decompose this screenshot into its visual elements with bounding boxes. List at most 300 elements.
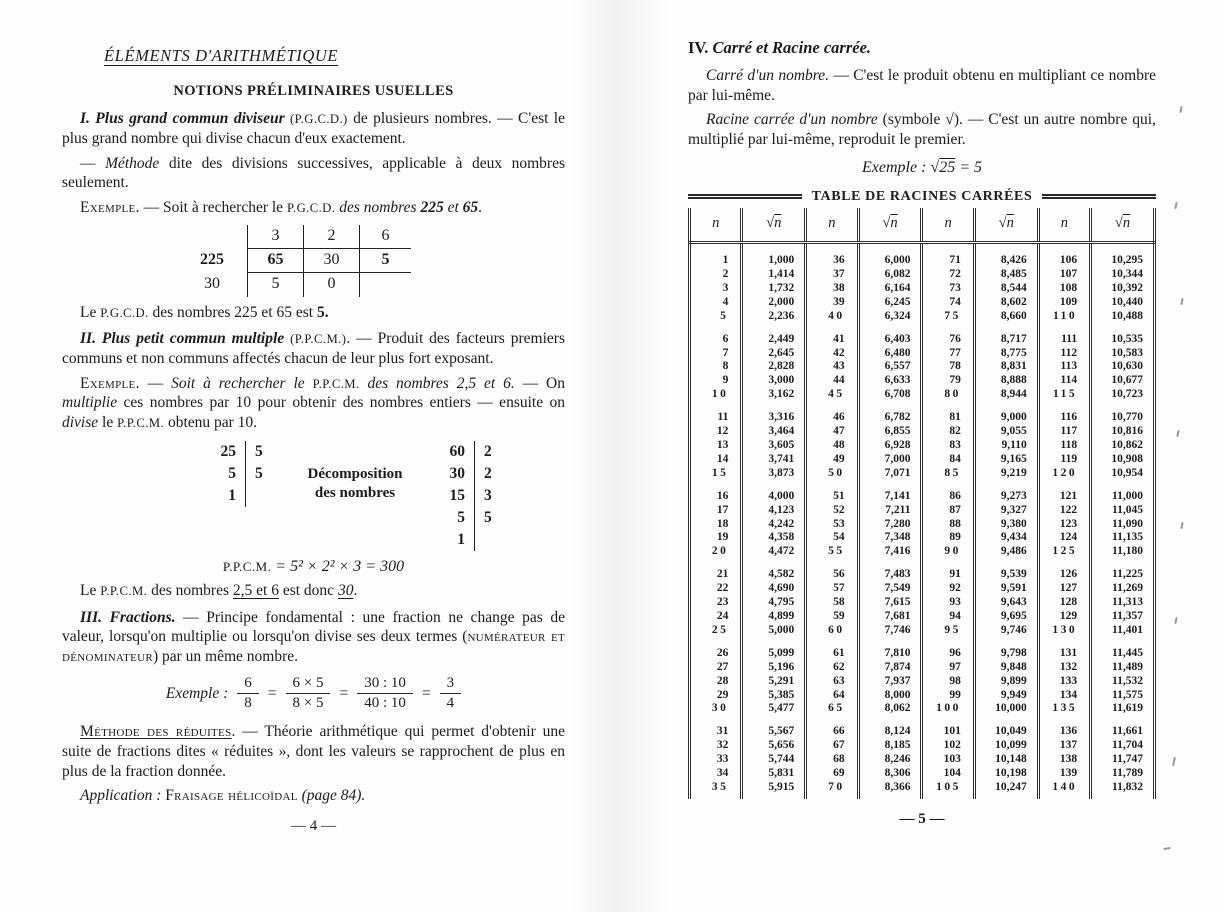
text-run: Racine carrée d'un nombre — [706, 111, 878, 129]
radicand: n — [1006, 214, 1014, 231]
n-cell: 30 — [690, 702, 742, 716]
n-cell: 26 — [690, 638, 742, 661]
sqrt-value-cell: 7,280 — [858, 518, 922, 532]
n-cell: 105 — [922, 781, 974, 799]
text-run: Le — [80, 582, 101, 599]
sqrt-value-cell: 3,162 — [742, 388, 806, 402]
text-run: Fraisage hélicoïdal — [165, 787, 298, 805]
n-cell: 80 — [922, 388, 974, 402]
text-run: P.P.C.M. — [222, 558, 272, 574]
sqrt-value-cell: 6,708 — [858, 388, 922, 402]
table-row — [690, 402, 1155, 425]
n-cell: 130 — [1038, 624, 1090, 638]
table-row — [690, 531, 1155, 545]
n-cell: 84 — [922, 453, 974, 467]
n-cell: 140 — [1038, 781, 1090, 799]
text-run: obtenu par 10. — [164, 414, 258, 432]
n-cell: 17 — [690, 504, 742, 518]
n-cell: 101 — [922, 716, 974, 739]
n-cell: 66 — [806, 716, 858, 739]
text-run: 65 — [462, 199, 479, 217]
gcd-value: 5 — [359, 249, 411, 273]
n-cell: 90 — [922, 545, 974, 559]
n-cell: 2 — [690, 268, 742, 282]
n-cell: 21 — [690, 559, 742, 582]
text-run: le — [98, 414, 118, 432]
n-cell: 20 — [690, 545, 742, 559]
sqrt-value-cell: 7,615 — [858, 596, 922, 610]
sqrt-value-cell: 3,000 — [742, 374, 806, 388]
sqrt-value-cell: 4,795 — [742, 596, 806, 610]
decomposition-left-table — [210, 441, 271, 507]
n-cell: 71 — [922, 243, 974, 268]
sqrt-value-cell: 5,000 — [742, 624, 806, 638]
n-cell: 99 — [922, 689, 974, 703]
text-run: P.G.C.D. — [100, 305, 149, 320]
text-run: . — [478, 199, 482, 217]
sqrt-value-cell: 9,746 — [974, 624, 1038, 638]
table-row — [690, 518, 1155, 532]
sqrt-value-cell: 2,828 — [742, 360, 806, 374]
n-cell: 133 — [1038, 675, 1090, 689]
n-cell: 50 — [806, 467, 858, 481]
n-cell: 10 — [690, 388, 742, 402]
sqrt-value-cell: 5,656 — [742, 739, 806, 753]
sqrt-value-cell: 2,000 — [742, 296, 806, 310]
sqrt-value-cell: 6,164 — [858, 282, 922, 296]
text-run: — — [139, 374, 172, 392]
table-row — [690, 675, 1155, 689]
sqrt-value-cell: 10,049 — [974, 716, 1038, 739]
section-heading — [688, 38, 1156, 59]
table-row — [690, 439, 1155, 453]
sqrt-value-cell: 9,591 — [974, 582, 1038, 596]
table-row — [690, 624, 1155, 638]
table-row — [690, 243, 1155, 268]
n-cell: 102 — [922, 739, 974, 753]
factor-cell: 5 — [439, 507, 475, 529]
table-row — [690, 388, 1155, 402]
text-run: — On — [514, 374, 565, 392]
n-cell: 27 — [690, 661, 742, 675]
n-cell: 79 — [922, 374, 974, 388]
n-cell: 56 — [806, 559, 858, 582]
sqrt-value-cell: 11,445 — [1091, 638, 1155, 661]
sqrt-value-cell: 7,483 — [858, 559, 922, 582]
sqrt-value-cell: 8,660 — [974, 310, 1038, 324]
page-gutter — [570, 0, 670, 912]
factor-cell: 25 — [210, 441, 246, 463]
n-cell: 100 — [922, 702, 974, 716]
sqrt-value-cell: 11,661 — [1091, 716, 1155, 739]
text-run: des nombres — [147, 582, 233, 599]
text-run: 225 — [420, 199, 444, 217]
table-row — [690, 282, 1155, 296]
n-cell: 65 — [806, 702, 858, 716]
quotient-value: 2 — [303, 225, 359, 249]
sqrt-value-cell: 5,385 — [742, 689, 806, 703]
n-cell: 118 — [1038, 439, 1090, 453]
paragraph-ppcm-intro — [62, 329, 565, 368]
paragraph-fractions-intro — [62, 608, 565, 667]
n-cell: 23 — [690, 596, 742, 610]
table-row — [690, 481, 1155, 504]
n-cell: 81 — [922, 402, 974, 425]
divisor-value: 30 — [303, 249, 359, 273]
empty-cell — [177, 225, 247, 249]
sqrt-value-cell: 11,532 — [1091, 675, 1155, 689]
n-cell: 123 — [1038, 518, 1090, 532]
n-cell: 92 — [922, 582, 974, 596]
table-row — [690, 689, 1155, 703]
factor-cell: 5 — [210, 463, 246, 485]
decomposition-label — [279, 465, 431, 504]
n-cell: 91 — [922, 559, 974, 582]
denominator: 40 : 10 — [364, 694, 406, 711]
sqrt-value-cell: 10,344 — [1091, 268, 1155, 282]
numerator: 3 — [440, 675, 462, 694]
text-run: P.G.C.D. — [286, 201, 336, 216]
n-cell: 63 — [806, 675, 858, 689]
sqrt-value-cell: 10,247 — [974, 781, 1038, 799]
sqrt-value-cell: 6,633 — [858, 374, 922, 388]
sqrt-value-cell: 11,180 — [1091, 545, 1155, 559]
radicand: 25 — [939, 158, 956, 176]
title-rule-left — [688, 194, 802, 199]
sqrt-value-cell: 8,062 — [858, 702, 922, 716]
fraction — [357, 675, 413, 713]
sqrt-value-cell: 5,915 — [742, 781, 806, 799]
scan-artifact — [1176, 430, 1179, 437]
header-sqrt-n — [974, 208, 1038, 243]
remainder-value: 0 — [303, 273, 359, 296]
sqrt-value-cell: 10,723 — [1091, 388, 1155, 402]
sqrt-value-cell: 8,185 — [858, 739, 922, 753]
sqrt-value-cell: 5,744 — [742, 753, 806, 767]
n-cell: 97 — [922, 661, 974, 675]
sqrt-example-result: = 5 — [955, 158, 982, 176]
factor-cell: 1 — [439, 529, 475, 551]
sqrt-value-cell: 10,908 — [1091, 453, 1155, 467]
divisor-cell: 2 — [484, 464, 492, 482]
n-cell: 34 — [690, 767, 742, 781]
text-run: Le — [80, 303, 101, 321]
sqrt-value-cell: 11,225 — [1091, 559, 1155, 582]
paragraph-ppcm-result — [62, 581, 565, 601]
n-cell: 69 — [806, 767, 858, 781]
radical-sign: √ — [1114, 214, 1123, 231]
n-cell: 68 — [806, 753, 858, 767]
text-run: est donc — [278, 582, 338, 599]
sqrt-value-cell: 7,874 — [858, 661, 922, 675]
sqrt-value-cell: 8,831 — [974, 360, 1038, 374]
n-cell: 42 — [806, 347, 858, 361]
sqrt-value-cell: 8,944 — [974, 388, 1038, 402]
n-cell: 38 — [806, 282, 858, 296]
text-run: multiplie — [62, 394, 118, 412]
sqrt-value-cell: 11,704 — [1091, 739, 1155, 753]
n-cell: 59 — [806, 610, 858, 624]
text-run: . — Théorie arithmétique qui permet d'obtenir une suite de fractions dites « réduites », dont les valeurs se rapprochent de plus en plus de la fraction donnée. — [62, 723, 565, 780]
n-cell: 126 — [1038, 559, 1090, 582]
n-cell: 106 — [1038, 243, 1090, 268]
table-row — [690, 767, 1155, 781]
sqrt-value-cell: 8,485 — [974, 268, 1038, 282]
radicand: n — [890, 214, 898, 231]
n-cell: 8 — [690, 360, 742, 374]
n-cell: 83 — [922, 439, 974, 453]
n-cell: 39 — [806, 296, 858, 310]
sqrt-value-cell: 4,000 — [742, 481, 806, 504]
n-cell: 62 — [806, 661, 858, 675]
text-run: 5. — [316, 303, 329, 321]
divisor-cell — [246, 485, 271, 507]
sqrt-value-cell: 2,645 — [742, 347, 806, 361]
sqrt-value-cell: 10,198 — [974, 767, 1038, 781]
n-cell: 33 — [690, 753, 742, 767]
text-run: de plusieurs nombres. — C'est le plus grand nombre qui divise chacun d'eux exactement. — [62, 110, 565, 148]
fraction — [286, 675, 331, 713]
sqrt-value-cell: 7,549 — [858, 582, 922, 596]
table-row — [690, 310, 1155, 324]
n-cell: 32 — [690, 739, 742, 753]
n-cell: 122 — [1038, 504, 1090, 518]
header-sqrt-n — [742, 208, 806, 243]
denominator: 8 — [244, 694, 252, 711]
sqrt-value-cell: 6,480 — [858, 347, 922, 361]
equals-sign: = — [339, 684, 349, 702]
sqrt-value-cell: 9,165 — [974, 453, 1038, 467]
table-row — [690, 582, 1155, 596]
table-row — [690, 753, 1155, 767]
table-row — [690, 739, 1155, 753]
radical-sign: √ — [998, 214, 1007, 231]
text-run: P.P.C.M. — [117, 416, 165, 431]
text-run: Méthode — [105, 154, 160, 172]
header-n: n — [922, 208, 974, 243]
sqrt-value-cell: 4,582 — [742, 559, 806, 582]
scan-artifact — [1172, 757, 1176, 766]
n-cell: 132 — [1038, 661, 1090, 675]
sqrt-value-cell: 9,949 — [974, 689, 1038, 703]
n-cell: 114 — [1038, 374, 1090, 388]
sqrt-value-cell: 9,219 — [974, 467, 1038, 481]
text-run: et — [443, 199, 463, 217]
text-run: ces nombres par 10 pour obtenir des nombres entiers — ensuite on — [117, 394, 565, 412]
dividend-value: 225 — [200, 251, 224, 269]
table-row — [690, 453, 1155, 467]
text-run: 2,5 et 6 — [232, 582, 279, 599]
sqrt-value-cell: 9,055 — [974, 425, 1038, 439]
divisor-cell: 3 — [484, 486, 492, 504]
sqrt-value-cell: 6,000 — [858, 243, 922, 268]
page-number-right: — 5 — — [899, 810, 945, 827]
sqrt-value-cell: 9,434 — [974, 531, 1038, 545]
numerator: 6 — [237, 675, 259, 694]
n-cell: 119 — [1038, 453, 1090, 467]
n-cell: 15 — [690, 467, 742, 481]
paragraph-methode — [62, 154, 565, 193]
sqrt-value-cell: 10,440 — [1091, 296, 1155, 310]
n-cell: 1 — [690, 243, 742, 268]
n-cell: 29 — [690, 689, 742, 703]
right-page — [688, 38, 1156, 829]
scan-artifact — [1163, 847, 1170, 850]
n-cell: 60 — [806, 624, 858, 638]
n-cell: 120 — [1038, 467, 1090, 481]
header-n: n — [806, 208, 858, 243]
sqrt-value-cell: 7,141 — [858, 481, 922, 504]
paragraph-pgcd-result — [62, 303, 565, 323]
n-cell: 18 — [690, 518, 742, 532]
sqrt-value-cell: 10,099 — [974, 739, 1038, 753]
sqrt-value-cell: 7,746 — [858, 624, 922, 638]
sqrt-value-cell: 2,236 — [742, 310, 806, 324]
text-run: des nombres — [335, 199, 421, 217]
sqrt-value-cell: 8,717 — [974, 324, 1038, 347]
sqrt-value-cell: 11,747 — [1091, 753, 1155, 767]
n-cell: 64 — [806, 689, 858, 703]
remainder-value: 5 — [247, 273, 303, 296]
text-run: numérateur et dénominateur — [62, 628, 565, 666]
text-run: Soit à rechercher le — [171, 374, 313, 392]
equals-sign: = — [267, 684, 277, 702]
n-cell: 4 — [690, 296, 742, 310]
factor-cell: 30 — [439, 463, 475, 485]
decomposition-diagram — [210, 441, 565, 551]
text-run: des nombres 225 et 65 est — [148, 303, 317, 321]
text-run: Méthode des réduites — [80, 723, 232, 741]
text-run: — Soit à rechercher le — [139, 199, 287, 217]
title-rule-right — [1042, 194, 1156, 199]
n-cell: 111 — [1038, 324, 1090, 347]
n-cell: 52 — [806, 504, 858, 518]
sqrt-value-cell: 6,324 — [858, 310, 922, 324]
quotient-value: 3 — [247, 225, 303, 249]
sqrt-value-cell: 4,472 — [742, 545, 806, 559]
table-row — [690, 347, 1155, 361]
sqrt-value-cell: 4,123 — [742, 504, 806, 518]
sqrt-table-body — [690, 243, 1155, 799]
n-cell: 35 — [690, 781, 742, 799]
n-cell: 25 — [690, 624, 742, 638]
n-cell: 109 — [1038, 296, 1090, 310]
n-cell: 128 — [1038, 596, 1090, 610]
table-title-row — [688, 188, 1156, 206]
sqrt-value-cell: 8,888 — [974, 374, 1038, 388]
text-run: (page 84). — [297, 787, 366, 805]
n-cell: 51 — [806, 481, 858, 504]
pgcd-division-diagram — [177, 225, 565, 297]
divisor-value: 65 — [247, 249, 303, 273]
divisor-cell: 5 — [255, 442, 263, 460]
text-run: — C'est le produit obtenu en multipliant ce nombre par lui-même. — [688, 66, 1156, 104]
sqrt-value-cell: 5,477 — [742, 702, 806, 716]
n-cell: 88 — [922, 518, 974, 532]
sqrt-value-cell: 4,899 — [742, 610, 806, 624]
sqrt-value-cell: 10,583 — [1091, 347, 1155, 361]
n-cell: 103 — [922, 753, 974, 767]
sqrt-value-cell: 11,045 — [1091, 504, 1155, 518]
n-cell: 48 — [806, 439, 858, 453]
paragraph-pgcd-intro — [62, 109, 565, 148]
sqrt-value-cell: 11,789 — [1091, 767, 1155, 781]
sqrt-value-cell: 5,567 — [742, 716, 806, 739]
radical-sign: √ — [882, 214, 891, 231]
n-cell: 76 — [922, 324, 974, 347]
scan-artifact — [1180, 298, 1183, 305]
text-run: des nombres 2,5 et 6. — [359, 374, 515, 392]
text-run: II. Plus petit commun multiple — [80, 330, 291, 348]
sqrt-value-cell: 11,357 — [1091, 610, 1155, 624]
header-n: n — [1038, 208, 1090, 243]
sqrt-value-cell: 6,082 — [858, 268, 922, 282]
n-cell: 112 — [1038, 347, 1090, 361]
factor-cell: 15 — [439, 485, 475, 507]
scan-artifact — [1179, 106, 1182, 113]
decomposition-right-table — [439, 441, 500, 551]
n-cell: 85 — [922, 467, 974, 481]
n-cell: 13 — [690, 439, 742, 453]
header-sqrt-n — [858, 208, 922, 243]
sqrt-table-head-row — [690, 208, 1155, 243]
divisor-cell: 5 — [255, 464, 263, 482]
text-run: (P.P.C.M.) — [290, 332, 347, 347]
n-cell: 93 — [922, 596, 974, 610]
sqrt-value-cell: 4,690 — [742, 582, 806, 596]
sqrt-value-cell: 7,000 — [858, 453, 922, 467]
sqrt-value-cell: 10,295 — [1091, 243, 1155, 268]
n-cell: 86 — [922, 481, 974, 504]
n-cell: 98 — [922, 675, 974, 689]
sqrt-value-cell: 7,937 — [858, 675, 922, 689]
fraction-example — [62, 675, 565, 713]
text-run: I. Plus grand commun diviseur — [80, 110, 291, 128]
sqrt-value-cell: 6,782 — [858, 402, 922, 425]
sqrt-value-cell: 6,245 — [858, 296, 922, 310]
sqrt-value-cell: 9,848 — [974, 661, 1038, 675]
header-n: n — [690, 208, 742, 243]
text-run: — — [80, 154, 106, 172]
sqrt-value-cell: 8,366 — [858, 781, 922, 799]
n-cell: 108 — [1038, 282, 1090, 296]
radical-sign: √ — [766, 214, 775, 231]
sqrt-value-cell: 11,135 — [1091, 531, 1155, 545]
decomposition-label-line2: des nombres — [314, 485, 396, 502]
n-cell: 49 — [806, 453, 858, 467]
n-cell: 40 — [806, 310, 858, 324]
text-run: P.P.C.M. — [100, 584, 148, 598]
n-cell: 47 — [806, 425, 858, 439]
paragraph-reduites — [62, 722, 565, 781]
denominator: 8 × 5 — [292, 694, 324, 711]
sqrt-value-cell: 3,605 — [742, 439, 806, 453]
n-cell: 116 — [1038, 402, 1090, 425]
sqrt-value-cell: 11,575 — [1091, 689, 1155, 703]
table-row — [690, 702, 1155, 716]
text-run: divise — [62, 414, 99, 432]
paragraph-carre — [688, 66, 1156, 105]
sqrt-value-cell: 7,071 — [858, 467, 922, 481]
n-cell: 55 — [806, 545, 858, 559]
n-cell: 89 — [922, 531, 974, 545]
sqrt-value-cell: 10,148 — [974, 753, 1038, 767]
text-run: — Principe fondamental : une fraction ne change pas de valeur, lorsqu'on multiplie ou lorsqu'on divise ses deux termes ( — [62, 608, 565, 646]
sqrt-value-cell: 7,348 — [858, 531, 922, 545]
table-row — [690, 296, 1155, 310]
sqrt-value-cell: 10,816 — [1091, 425, 1155, 439]
paragraph-application — [62, 786, 565, 806]
